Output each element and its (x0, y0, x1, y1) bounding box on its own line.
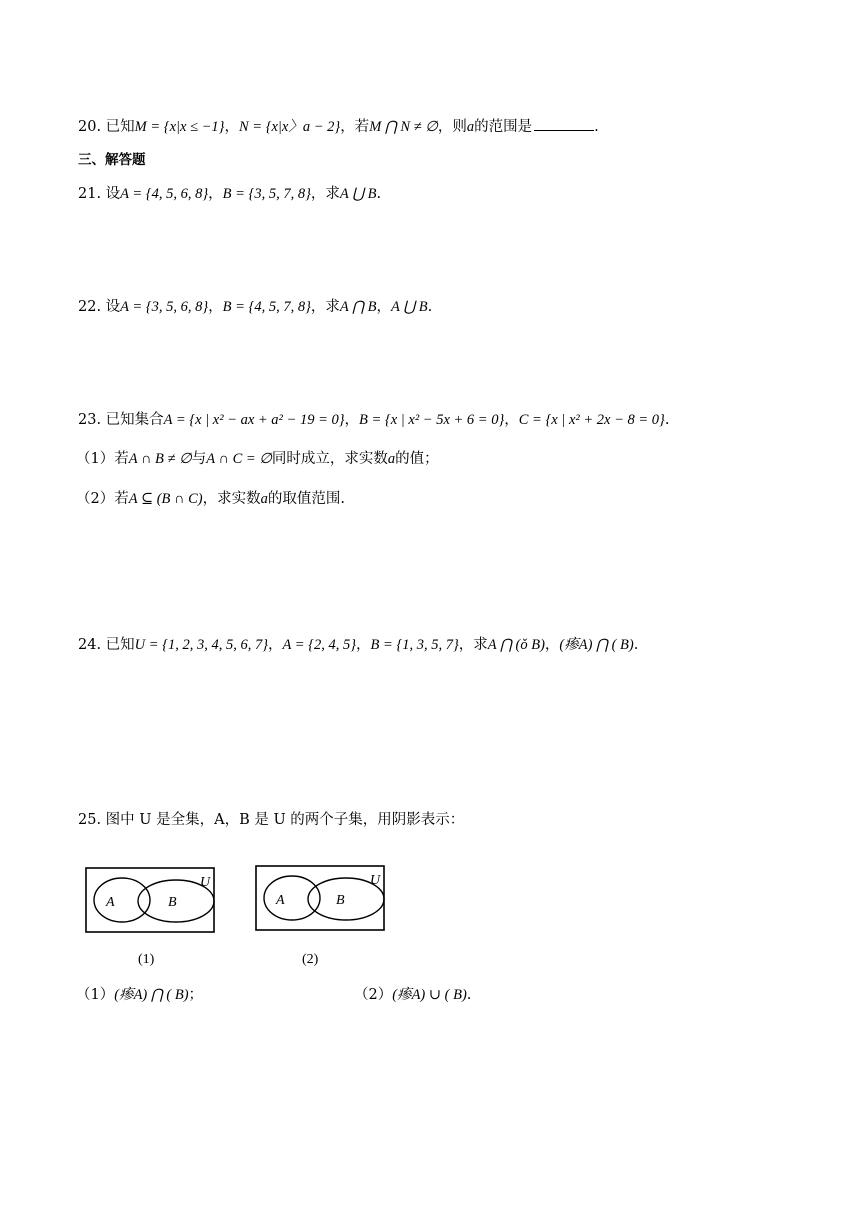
q21-end: . (376, 186, 382, 202)
q22-sep2: ， (376, 299, 392, 315)
q22-ask2: A ⋃ B (391, 299, 428, 315)
q23-end: . (664, 412, 670, 428)
q23-set-c: C = {x | x² + 2x − 8 = 0} (518, 412, 665, 428)
answer-blank (534, 116, 594, 131)
q20-end: . (594, 119, 599, 135)
q25-p1-lead: （1） (76, 987, 115, 1003)
q23-sep1: ， (344, 412, 360, 428)
q25-p2-lead: （2） (354, 987, 393, 1003)
q23-set-a: A = {x | x² − ax + a² − 19 = 0} (163, 412, 345, 428)
q25-number: 25. (78, 812, 102, 828)
q20-sep: ， (224, 119, 239, 135)
q21-ask-lead: ，求 (310, 186, 340, 202)
q22-lead: 设 (105, 299, 121, 315)
q23-p1-var: a (387, 451, 396, 467)
q20-cond-lead: ，若 (340, 119, 370, 135)
venn-diagram-1 (84, 858, 218, 936)
q23-p1-cond1: A ∩ B ≠ ∅ (128, 451, 192, 467)
universal-set-label: U (200, 875, 211, 890)
q20-set-m: M = {x|x ≤ −1} (134, 119, 225, 135)
set-b-label: B (336, 893, 345, 908)
q21-number: 21. (78, 186, 102, 202)
q20-line (78, 116, 599, 137)
q24-end: . (633, 637, 639, 653)
set-b-label: B (168, 895, 177, 910)
q22-sep: ， (208, 299, 223, 315)
q20-lead: 已知 (105, 119, 135, 135)
q22-set-b: B = {4, 5, 7, 8} (222, 299, 311, 315)
q20-condition: M ⋂ N ≠ ∅ (369, 119, 438, 135)
q23-p2-end: 的取值范围. (267, 491, 345, 507)
q23-p1-lead: （1）若 (76, 451, 129, 467)
q24-lead: 已知 (105, 637, 135, 653)
q25-part1 (76, 985, 203, 1005)
q21-lead: 设 (105, 186, 121, 202)
q20-number: 20. (78, 119, 102, 135)
q24-sep3: ， (544, 637, 560, 653)
q21-ask: A ⋃ B (339, 186, 377, 202)
figure-2-caption: (2) (302, 952, 319, 967)
q21-set-a: A = {4, 5, 6, 8} (120, 186, 209, 202)
q24-ask-lead: ，求 (458, 637, 488, 653)
q23-p1-cond2: A ∩ C = ∅ (206, 451, 272, 467)
q23-p2-cond: A ⊆ (B ∩ C) (128, 491, 203, 507)
q20-var: a (466, 119, 475, 135)
figure-1-caption: (1) (138, 952, 155, 967)
q23-p1-end: 的值； (395, 451, 439, 467)
set-a-label: A (276, 893, 285, 908)
q25-part2 (354, 985, 471, 1005)
q24-set-u: U = {1, 2, 3, 4, 5, 6, 7} (134, 637, 269, 653)
q24-line (78, 635, 638, 655)
q23-p2-var: a (260, 491, 268, 507)
q25-p2-expr: (瘆A) ∪ ( B) (392, 987, 467, 1003)
q24-set-a: A = {2, 4, 5} (282, 637, 357, 653)
q22-number: 22. (78, 299, 102, 315)
universal-set-label: U (370, 873, 381, 888)
section-heading: 三、解答题 (78, 152, 146, 168)
q21-sep: ， (208, 186, 223, 202)
q20-ask: 的范围是 (474, 119, 533, 135)
q24-set-b: B = {1, 3, 5, 7} (370, 637, 459, 653)
q25-p1-end: ； (188, 987, 204, 1003)
q23-sep2: ， (504, 412, 519, 428)
q24-sep2: ， (356, 637, 371, 653)
q20-tail: ，则 (437, 119, 467, 135)
q22-line (78, 297, 432, 317)
q23-p2-tail: ，求实数 (202, 491, 261, 507)
q24-number: 24. (78, 637, 102, 653)
q23-lead: 已知集合 (105, 412, 164, 428)
q24-ask1: A ⋂ (ǒ B) (487, 637, 545, 653)
q24-sep1: ， (268, 637, 283, 653)
q23-set-b: B = {x | x² − 5x + 6 = 0} (359, 412, 505, 428)
set-a-circle (264, 876, 320, 920)
q23-p1-tail: 同时成立，求实数 (271, 451, 388, 467)
q23-part1 (76, 449, 439, 469)
set-a-label: A (106, 895, 115, 910)
q22-ask1: A ⋂ B (339, 299, 377, 315)
q25-p1-expr: (瘆A) ⋂ ( B) (114, 987, 189, 1003)
q23-part2 (76, 489, 345, 509)
q22-end: . (427, 299, 433, 315)
q25-line (78, 810, 464, 830)
q23-p2-lead: （2）若 (76, 491, 129, 507)
q21-set-b: B = {3, 5, 7, 8} (222, 186, 311, 202)
q25-p2-end: . (466, 987, 472, 1003)
q22-set-a: A = {3, 5, 6, 8} (120, 299, 209, 315)
q23-p1-and: 与 (191, 451, 207, 467)
q24-ask2: (瘆A) ⋂ ( B) (559, 637, 634, 653)
q23-line (78, 410, 669, 430)
q22-ask-lead: ，求 (310, 299, 340, 315)
q23-number: 23. (78, 412, 102, 428)
venn-diagram-2 (254, 862, 388, 934)
q25-text: 图中 U 是全集，A，B 是 U 的两个子集，用阴影表示： (105, 812, 465, 828)
set-a-circle (94, 878, 150, 922)
q20-set-n: N = {x|x〉a − 2} (238, 119, 341, 135)
q21-line (78, 184, 381, 204)
